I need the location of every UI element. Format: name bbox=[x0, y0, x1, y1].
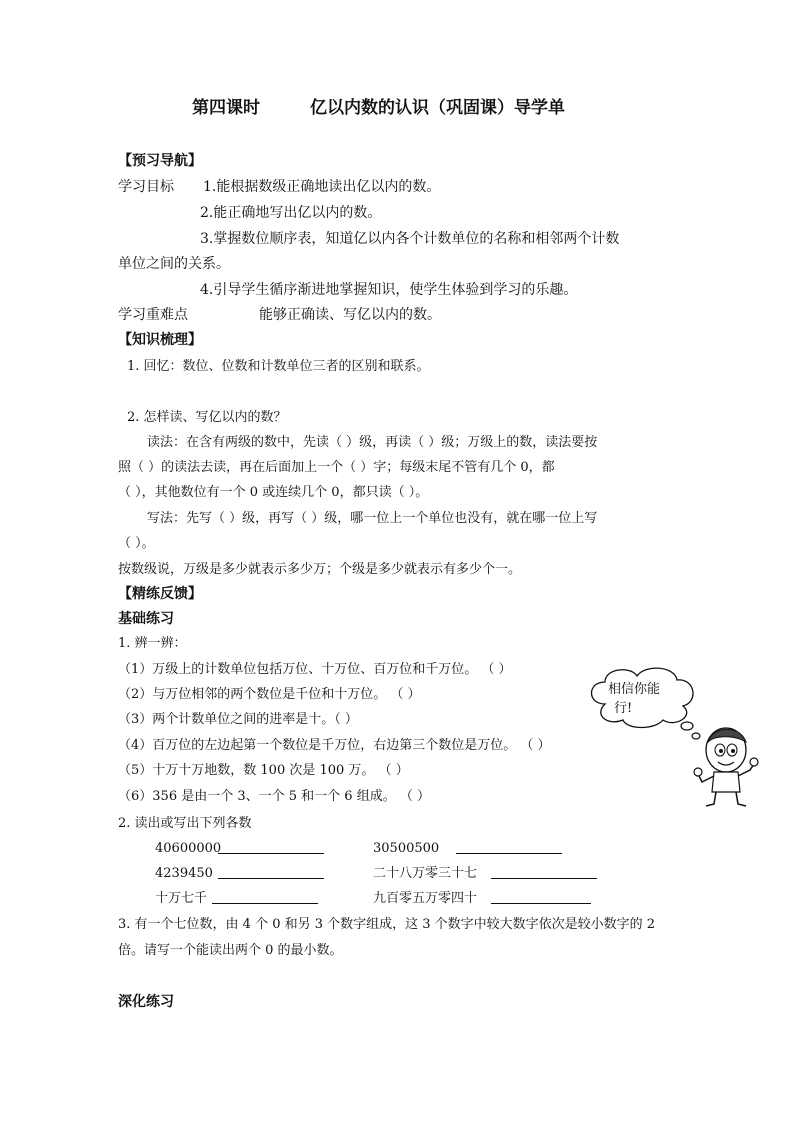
answer-blank[interactable] bbox=[218, 853, 324, 854]
goal-3: 3.掌握数位顺序表，知道亿以内各个计数单位的名称和相邻两个计数 bbox=[200, 231, 620, 247]
write-method-line-2: （ ）。 bbox=[118, 536, 155, 551]
judge-item: （2）与万位相邻的两个数位是千位和十万位。 （ ） bbox=[118, 687, 421, 702]
mascot-illustration bbox=[692, 720, 762, 810]
number-item: 十万七千 bbox=[155, 891, 208, 906]
number-item: 4239450 bbox=[155, 866, 213, 881]
answer-blank[interactable] bbox=[491, 903, 591, 904]
lesson-label: 第四课时 bbox=[192, 98, 260, 118]
deepen-practice-label: 深化练习 bbox=[118, 994, 174, 1010]
preview-heading: 【预习导航】 bbox=[118, 153, 202, 169]
goals-label: 学习目标 bbox=[118, 179, 174, 195]
judge-item: （6）356 是由一个 3、一个 5 和一个 6 组成。 （ ） bbox=[118, 789, 430, 804]
number-item: 二十八万零三十七 bbox=[373, 866, 478, 881]
question-3: 3. 有一个七位数，由 4 个 0 和另 3 个数字组成，这 3 个数字中较大数字依次是较小数字的 2 bbox=[118, 917, 656, 932]
thought-bubble-icon bbox=[583, 664, 703, 744]
key-points-text: 能够正确读、写亿以内的数。 bbox=[259, 307, 441, 323]
bubble-text-1: 相信你能 bbox=[608, 682, 661, 697]
basic-practice-label: 基础练习 bbox=[118, 611, 174, 627]
speech-bubble bbox=[583, 664, 703, 744]
key-points-label: 学习重难点 bbox=[118, 307, 188, 323]
judge-title: 1. 辨一辨： bbox=[118, 636, 187, 651]
judge-item: （5）十万十万地数，数 100 次是 100 万。 （ ） bbox=[118, 763, 409, 778]
practice-heading: 【精练反馈】 bbox=[118, 586, 202, 602]
goal-1: 1.能根据数级正确地读出亿以内的数。 bbox=[203, 179, 441, 195]
cartoon-boy-icon bbox=[692, 720, 762, 810]
answer-blank[interactable] bbox=[218, 878, 324, 879]
answer-blank[interactable] bbox=[456, 853, 562, 854]
bubble-text-2: 行! bbox=[614, 701, 633, 716]
goal-2: 2.能正确地写出亿以内的数。 bbox=[200, 205, 382, 221]
judge-item: （4）百万位的左边起第一个数位是千万位，右边第三个数位是万位。 （ ） bbox=[118, 738, 551, 753]
question-1: 1. 回忆：数位、位数和计数单位三者的区别和联系。 bbox=[127, 359, 430, 374]
knowledge-heading: 【知识梳理】 bbox=[118, 332, 202, 348]
goal-3-cont: 单位之间的关系。 bbox=[118, 256, 230, 272]
read-write-title: 2. 读出或写出下列各数 bbox=[118, 816, 252, 831]
write-method-line-1: 写法：先写（ ）级，再写（ ）级，哪一位上一个单位也没有，就在哪一位上写 bbox=[147, 511, 598, 526]
judge-item: （1）万级上的计数单位包括万位、十万位、百万位和千万位。 （ ） bbox=[118, 662, 512, 677]
read-method-line-3: （ ），其他数位有一个 0 或连续几个 0，都只读（ ）。 bbox=[118, 485, 429, 500]
page-title: 亿以内数的认识（巩固课）导学单 bbox=[310, 98, 565, 118]
question-2: 2. 怎样读、写亿以内的数？ bbox=[127, 410, 287, 425]
read-method-line-1: 读法：在含有两级的数中，先读（ ）级，再读（ ）级；万级上的数，读法要按 bbox=[147, 435, 598, 450]
question-3-cont: 倍。请写一个能读出两个 0 的最小数。 bbox=[118, 943, 343, 958]
judge-item: （3）两个计数单位之间的进率是十。（ ） bbox=[118, 712, 358, 727]
number-item: 九百零五万零四十 bbox=[373, 891, 478, 906]
summary-line: 按数级说，万级是多少就表示多少万；个级是多少就表示有多少个一。 bbox=[118, 562, 522, 577]
goal-4: 4.引导学生循序渐进地掌握知识，使学生体验到学习的乐趣。 bbox=[200, 282, 578, 298]
answer-blank[interactable] bbox=[491, 878, 597, 879]
read-method-line-2: 照（ ）的读法去读，再在后面加上一个（ ）字；每级末尾不管有几个 0，都 bbox=[118, 460, 555, 475]
answer-blank[interactable] bbox=[212, 903, 318, 904]
number-item: 40600000 bbox=[155, 841, 222, 856]
number-item: 30500500 bbox=[373, 841, 440, 856]
